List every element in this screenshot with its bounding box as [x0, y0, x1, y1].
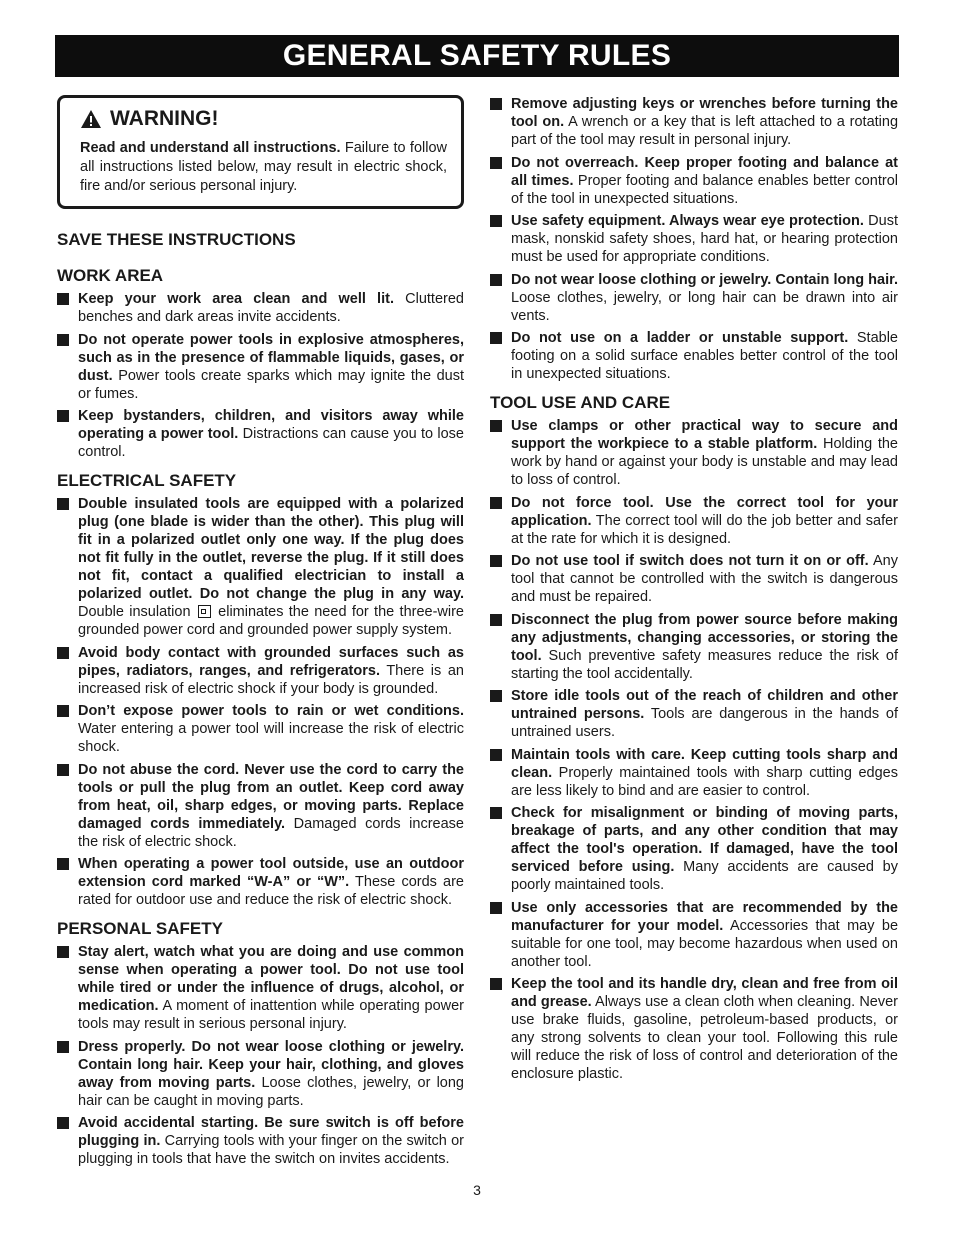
warning-box [57, 95, 464, 209]
rule-bold-text: Keep the tool and its handle dry, clean and free from oil and grease. [511, 976, 898, 1010]
rule-text [511, 329, 898, 383]
rule-item [490, 271, 898, 325]
rule-bold-text: Do not force tool. Use the correct tool for your application. [511, 494, 898, 529]
rule-text [511, 95, 898, 149]
square-bullet-icon [490, 420, 502, 432]
personal-safety-continued [490, 95, 898, 383]
work-area-rules [57, 290, 464, 461]
warning-bold-text: Read and understand all instructions. [80, 140, 341, 156]
rule-body-text: Always use a clean cloth when cleaning. Never use brake fluids, gasoline, petroleum-based products, or any strong solvents to clean your tool. Following this rule will reduce the risk of loss of control and deterioration of the enclosure plastic. [511, 994, 898, 1082]
square-bullet-icon [490, 332, 502, 344]
rule-body-text: Such preventive safety measures reduce the risk of starting the tool accidentally. [511, 647, 898, 682]
rule-item [490, 212, 898, 266]
tool-use-section [490, 392, 898, 1083]
rule-bold-text: Do not operate power tools in explosive atmospheres, such as in the presence of flammable liquids, gases, or dust. [78, 331, 464, 384]
rule-bold-text: Stay alert, watch what you are doing and use common sense when operating a power tool. Do not use tool while tired or under the influence of drugs, alcohol, or medication. [78, 944, 464, 1014]
rule-text [78, 855, 464, 909]
rule-bold-text: Use only accessories that are recommended by the manufacturer for your model. [511, 899, 898, 934]
rule-text [511, 804, 898, 894]
rule-bold-text: Maintain tools with care. Keep cutting tools sharp and clean. [511, 746, 898, 781]
rule-body-text: Any tool that cannot be controlled with the switch is dangerous and must be repaired. [511, 553, 898, 605]
square-bullet-icon [490, 215, 502, 227]
rule-bold-text: Double insulated tools are equipped with a polarized plug (one blade is wider than the other). This plug will fit in a polarized outlet only one way. If the plug does not fit fully in the outlet, reverse the plug. If it still does not fit, contact a qualified electrician to install a polarized outlet. Do not change the plug in any way. [78, 496, 464, 602]
rule-item [490, 552, 898, 606]
rule-bold-text: Keep bystanders, children, and visitors away while operating a power tool. [78, 408, 464, 442]
rule-body-text: Tools are dangerous in the hands of untrained users. [511, 706, 898, 740]
tool-use-heading: TOOL USE AND CARE [490, 393, 671, 412]
save-instructions-heading: SAVE THESE INSTRUCTIONS [57, 230, 296, 249]
rule-item [57, 290, 464, 326]
tool-use-rules [490, 417, 898, 1083]
rule-item [490, 494, 898, 548]
rule-body-text: Holding the work by hand or against your body is unstable and may lead to loss of control. [511, 436, 898, 488]
rule-bold-text: Do not wear loose clothing or jewelry. Contain long hair. [511, 271, 898, 288]
square-bullet-icon [490, 98, 502, 110]
rule-item [57, 761, 464, 851]
page-number: 3 [473, 1182, 481, 1198]
rule-text [78, 943, 464, 1033]
rule-text [78, 761, 464, 851]
rule-text [511, 899, 898, 971]
rule-bold-text: Dress properly. Do not wear loose clothing or jewelry. Contain long hair. Keep your hair, clothing, and gloves away from moving parts. [78, 1038, 464, 1091]
rule-item [57, 331, 464, 403]
rule-bold-text: Do not overreach. Keep proper footing and balance at all times. [511, 154, 898, 189]
rule-text [511, 271, 898, 325]
warning-text [80, 139, 447, 196]
square-bullet-icon [57, 858, 69, 870]
rule-item [57, 644, 464, 698]
rule-body-text: Loose clothes, jewelry, or long hair can be drawn into air vents. [511, 289, 898, 324]
square-bullet-icon [57, 946, 69, 958]
work-area-heading: WORK AREA [57, 266, 164, 285]
rule-text [511, 154, 898, 208]
rule-item [490, 611, 898, 683]
rule-bold-text: Do not abuse the cord. Never use the cord to carry the tools or pull the plug from an outlet. Keep cord away from heat, oil, sharp edges, or moving parts. Replace damaged cords immediately. [78, 761, 464, 832]
rule-item [490, 746, 898, 800]
square-bullet-icon [490, 690, 502, 702]
rule-body-text: There is an increased risk of electric shock if your body is grounded. [78, 662, 464, 697]
rule-body-text: Accessories that may be suitable for one tool, may become hazardous when used on another tool. [511, 917, 899, 970]
rule-text [78, 407, 464, 461]
personal-safety-heading: PERSONAL SAFETY [57, 919, 223, 938]
rule-item [57, 407, 464, 461]
rule-item [490, 154, 898, 208]
rule-bold-text: Don’t expose power tools to rain or wet conditions. [78, 703, 464, 719]
rule-body-text: Cluttered benches and dark areas invite accidents. [78, 291, 464, 325]
square-bullet-icon [57, 705, 69, 717]
rule-body-text: Water entering a power tool will increase the risk of electric shock. [78, 721, 464, 755]
rule-text [511, 687, 898, 741]
rule-bold-text: Do not use tool if switch does not turn it on or off. [511, 553, 869, 569]
rule-text [511, 611, 898, 683]
rule-body-text: Proper footing and balance enables better control of the tool in unexpected situations. [511, 172, 899, 207]
rule-body-text: Distractions can cause you to lose control. [78, 426, 464, 460]
square-bullet-icon [490, 497, 502, 509]
rule-bold-text: Avoid body contact with grounded surfaces such as pipes, radiators, ranges, and refrigerators. [78, 644, 464, 679]
rule-item [490, 95, 898, 149]
square-bullet-icon [57, 293, 69, 305]
rule-body-text: Stable footing on a solid surface enables better control of the tool in unexpected situations. [511, 330, 898, 382]
rule-item [57, 1038, 464, 1110]
rule-body-text: Damaged cords increase the risk of electric shock. [78, 815, 464, 850]
warning-body-text: Failure to follow all instructions listed below, may result in electric shock, fire and/or serious personal injury. [80, 140, 447, 194]
rule-body-text: Many accidents are caused by poorly maintained tools. [511, 859, 898, 893]
rule-bold-text: Avoid accidental starting. Be sure switch is off before plugging in. [78, 1115, 464, 1149]
square-bullet-icon [490, 749, 502, 761]
electrical-safety-rules [57, 644, 464, 910]
rule-item [490, 975, 898, 1083]
rule-body-text: A moment of inattention while operating power tools may result in serious personal injury. [78, 998, 464, 1032]
rule-item [57, 495, 464, 639]
rule-body-text: Power tools create sparks which may ignite the dust or fumes. [78, 367, 464, 402]
double-insulation-icon [198, 605, 211, 618]
square-bullet-icon [490, 555, 502, 567]
warning-header [80, 104, 447, 134]
rule-text [78, 702, 464, 756]
rule-text [511, 746, 898, 800]
rule-item [57, 943, 464, 1033]
page-title: GENERAL SAFETY RULES [55, 35, 899, 77]
rule-item [490, 687, 898, 741]
personal-safety-section [57, 918, 464, 1168]
work-area-section [57, 265, 464, 461]
square-bullet-icon [490, 274, 502, 286]
rule-bold-text: Do not use on a ladder or unstable support. [511, 330, 849, 346]
rule-text [78, 1038, 464, 1110]
rule-body-text: These cords are rated for outdoor use and reduce the risk of electric shock. [78, 874, 464, 908]
rule-bold-text: Use safety equipment. Always wear eye protection. [511, 213, 864, 229]
rule-body-text: Double insulation [78, 604, 196, 620]
square-bullet-icon [490, 614, 502, 626]
square-bullet-icon [57, 334, 69, 346]
rule-body-text: Carrying tools with your finger on the switch or plugging in tools that have the switch on invites accidents. [78, 1133, 464, 1167]
rule-item [490, 329, 898, 383]
rule-body-text: A wrench or a key that is left attached to a rotating part of the tool may result in personal injury. [511, 114, 899, 148]
rule-body-text: Properly maintained tools with sharp cutting edges are less likely to bind and are easier to control. [511, 764, 898, 799]
warning-triangle-icon [80, 109, 102, 129]
rule-bold-text: Use clamps or other practical way to secure and support the workpiece to a stable platform. [511, 418, 898, 452]
rule-body-text: eliminates the need for the three-wire grounded power cord and grounded power supply system. [78, 604, 464, 638]
square-bullet-icon [490, 157, 502, 169]
square-bullet-icon [57, 410, 69, 422]
rule-text [78, 495, 464, 639]
rule-text [511, 212, 898, 266]
rule-item [490, 899, 898, 971]
rule-bold-text: When operating a power tool outside, use an outdoor extension cord marked “W-A” or “W”. [78, 856, 464, 890]
rule-bold-text: Disconnect the plug from power source before making any adjustments, changing accessories, or storing the tool. [511, 611, 898, 664]
left-column [57, 95, 464, 1177]
rule-item [57, 855, 464, 909]
rule-text [511, 494, 898, 548]
square-bullet-icon [57, 764, 69, 776]
rule-bold-text: Store idle tools out of the reach of children and other untrained persons. [511, 688, 898, 722]
square-bullet-icon [490, 902, 502, 914]
rule-item [57, 1114, 464, 1168]
square-bullet-icon [57, 498, 69, 510]
rule-text [78, 1114, 464, 1168]
rule-text [78, 290, 464, 326]
warning-heading: WARNING! [110, 107, 219, 130]
rule-text [78, 644, 464, 698]
rule-text [511, 975, 898, 1083]
square-bullet-icon [490, 978, 502, 990]
rule-body-text: Loose clothes, jewelry, or long hair can be caught in moving parts. [78, 1074, 464, 1109]
square-bullet-icon [57, 1117, 69, 1129]
rule-text [511, 417, 898, 489]
right-column [490, 95, 898, 1092]
rule-body-text: The correct tool will do the job better and safer at the rate for which it is designed. [511, 512, 898, 547]
rule-text [78, 331, 464, 403]
square-bullet-icon [57, 647, 69, 659]
square-bullet-icon [57, 1041, 69, 1053]
electrical-safety-heading: ELECTRICAL SAFETY [57, 471, 237, 490]
rule-bold-text: Check for misalignment or binding of moving parts, breakage of parts, and any other condition that may affect the tool's operation. If damaged, have the tool serviced before using. [511, 805, 898, 875]
rule-item [57, 702, 464, 756]
personal-safety-rules-right [490, 95, 898, 383]
rule-body-text: Dust mask, nonskid safety shoes, hard hat, or hearing protection must be used for appropriate conditions. [511, 213, 898, 265]
rule-text [511, 552, 898, 606]
personal-safety-rules-left [57, 943, 464, 1168]
rule-item [490, 804, 898, 894]
rule-item [490, 417, 898, 489]
electrical-safety-section [57, 470, 464, 909]
rule-bold-text: Keep your work area clean and well lit. [78, 291, 394, 307]
rule-bold-text: Remove adjusting keys or wrenches before turning the tool on. [511, 96, 898, 130]
square-bullet-icon [490, 807, 502, 819]
